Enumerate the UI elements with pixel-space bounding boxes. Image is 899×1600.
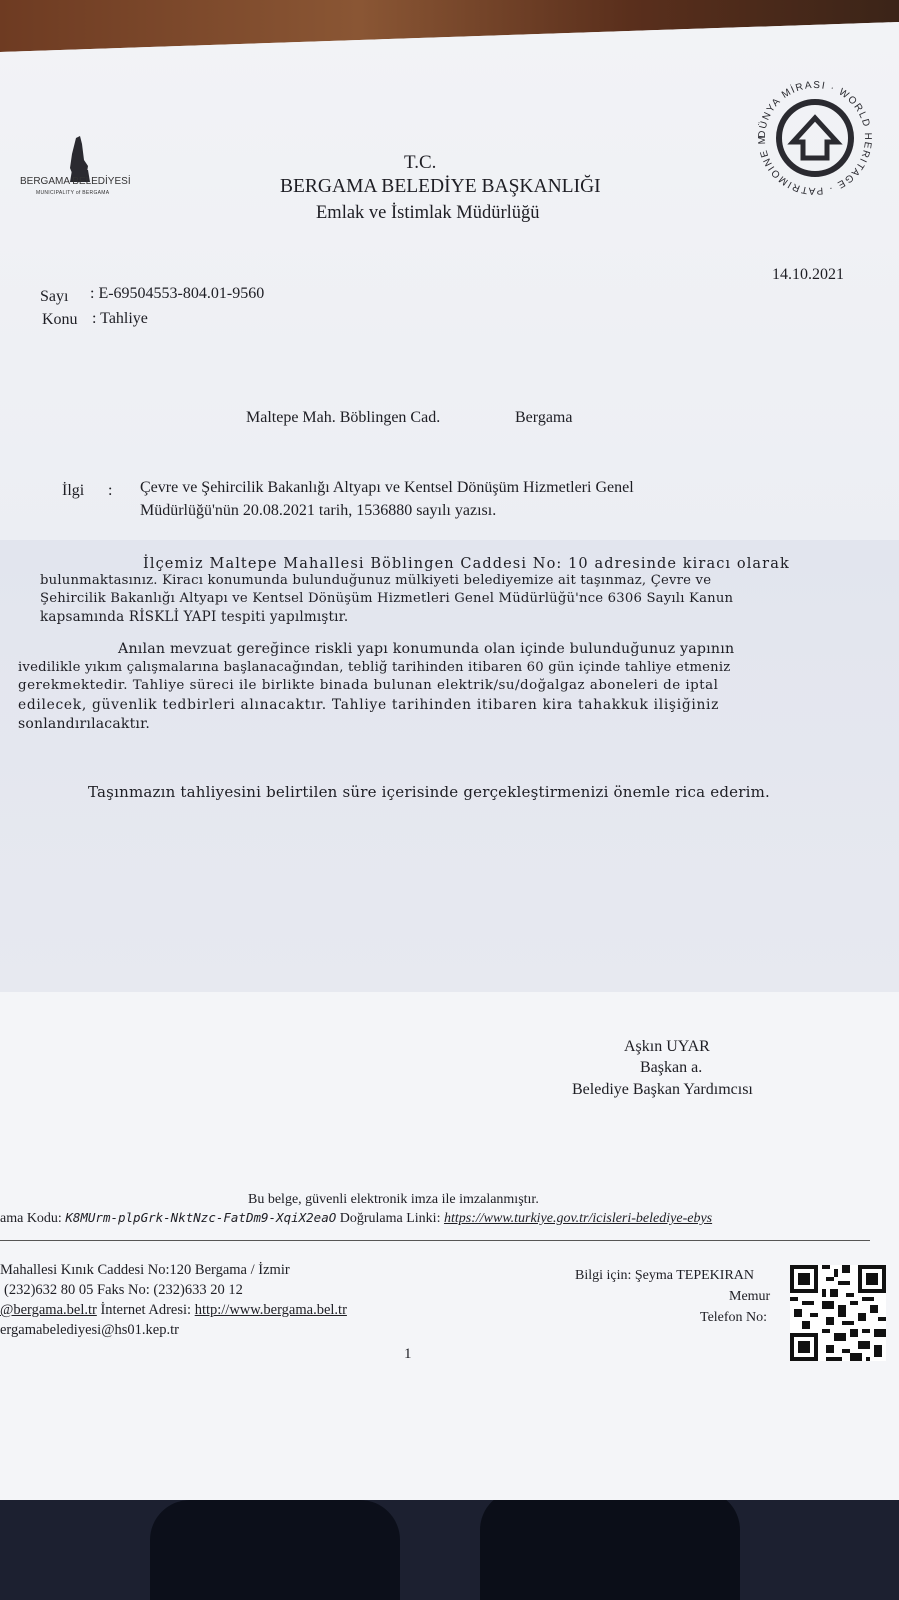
footer-web-label: İnternet Adresi: — [100, 1302, 192, 1318]
recipient-city: Bergama — [515, 409, 573, 426]
body-p1-line: bulunmaktasınız. Kiracı konumunda bulunduğunuz mülkiyeti belediyemize ait taşınmaz, Çevre ve — [40, 573, 712, 588]
konu-label: Konu — [42, 311, 78, 328]
footer-web-link[interactable]: http://www.bergama.bel.tr — [194, 1302, 347, 1318]
body-p2-line: Anılan mevzuat gereğince riskli yapı konumunda olan içinde bulunduğunuz yapının — [118, 641, 735, 657]
footer-divider — [0, 1240, 870, 1241]
body-p1-line: Şehircilik Bakanlığı Altyapı ve Kentsel Dönüşüm Hizmetleri Genel Müdürlüğü'nce 6306 Sayılı Kanun — [40, 591, 734, 606]
info-phone-label: Telefon No: — [700, 1310, 768, 1325]
signatory-position: Belediye Başkan Yardımcısı — [572, 1081, 753, 1098]
body-p2-line: ivedilikle yıkım çalışmalarına başlanacağından, tebliğ tarihinden itibaren 60 gün içinde tahliye etmeniz — [18, 660, 731, 675]
konu-value: : Tahliye — [92, 310, 148, 327]
verification-link[interactable]: https://www.turkiye.gov.tr/icisleri-belediye-ebys — [443, 1211, 713, 1226]
info-contact: Bilgi için: Şeyma TEPEKIRAN — [575, 1268, 755, 1283]
footer-kep: ergamabelediyesi@hs01.kep.tr — [0, 1322, 179, 1338]
header-org: BERGAMA BELEDİYE BAŞKANLIĞI — [280, 176, 601, 197]
sayi-value: : E-69504553-804.01-9560 — [90, 285, 265, 302]
footer-address: Mahallesi Kınık Caddesi No:120 Bergama / İzmir — [0, 1262, 290, 1278]
sayi-label: Sayı — [40, 288, 69, 305]
body-p2-line: sonlandırılacaktır. — [18, 716, 151, 732]
body-p2-line: gerekmektedir. Tahliye süreci ile birlikte binada bulunan elektrik/su/doğalgaz aboneleri de iptal — [18, 678, 719, 693]
verification-label: ama Kodu: — [0, 1211, 62, 1226]
ilgi-colon: : — [108, 482, 113, 499]
ilgi-label: İlgi — [62, 482, 85, 499]
footer-phone: (232)632 80 05 Faks No: (232)633 20 12 — [4, 1282, 243, 1298]
header-dept: Emlak ve İstimlak Müdürlüğü — [316, 203, 540, 223]
municipality-logo — [18, 130, 138, 200]
shadow-shape — [480, 1490, 740, 1600]
body-p2-line: edilecek, güvenlik tedbirleri alınacaktır. Tahliye tarihinden itibaren kira tahakkuk ilişiğiniz — [18, 697, 720, 713]
signatory-name: Aşkın UYAR — [624, 1038, 710, 1055]
info-role: Memur — [729, 1289, 771, 1304]
header-tc: T.C. — [404, 152, 437, 173]
body-p1-line: İlçemiz Maltepe Mahallesi Böblingen Caddesi No: 10 adresinde kiracı olarak — [143, 556, 790, 572]
logo-subtext: MUNICIPALITY of BERGAMA — [36, 190, 110, 196]
footer-web — [0, 1302, 347, 1319]
ilgi-line: Müdürlüğü'nün 20.08.2021 tarih, 1536880 sayılı yazısı. — [140, 502, 497, 519]
signatory-title: Başkan a. — [640, 1059, 703, 1076]
body-p1-line: kapsamında RİSKLİ YAPI tespiti yapılmıştır. — [40, 609, 349, 625]
shadow-shape — [150, 1500, 400, 1600]
esign-notice: Bu belge, güvenli elektronik imza ile imzalanmıştır. — [248, 1192, 539, 1207]
ilgi-line: Çevre ve Şehircilik Bakanlığı Altyapı ve Kentsel Dönüşüm Hizmetleri Genel — [140, 479, 634, 496]
recipient-address: Maltepe Mah. Böblingen Cad. — [246, 409, 441, 426]
document-date: 14.10.2021 — [772, 266, 844, 283]
verification-line — [0, 1210, 712, 1227]
footer-email[interactable]: @bergama.bel.tr — [0, 1302, 97, 1318]
paper-fold-middle — [0, 540, 899, 992]
verification-link-label: Doğrulama Linki: — [339, 1211, 441, 1226]
verification-code: K8MUrm-plpGrk-NktNzc-FatDm9-XqiX2eaO — [65, 1210, 337, 1225]
heritage-text: DÜNYA MİRASI · WORLD HERITAGE · PATRIMOINE M — [756, 79, 874, 197]
world-heritage-emblem — [755, 78, 875, 198]
paper-fold-bottom — [0, 992, 899, 1500]
svg-text:DÜNYA MİRASI · WORLD HERITAGE — [755, 78, 873, 196]
body-p3: Taşınmazın tahliyesini belirtilen süre içerisinde gerçekleştirmenizi önemle rica ederim. — [88, 783, 770, 801]
page-number: 1 — [404, 1346, 412, 1362]
logo-text: BERGAMA BELEDİYESİ — [20, 176, 131, 187]
qr-code-icon — [790, 1265, 886, 1361]
